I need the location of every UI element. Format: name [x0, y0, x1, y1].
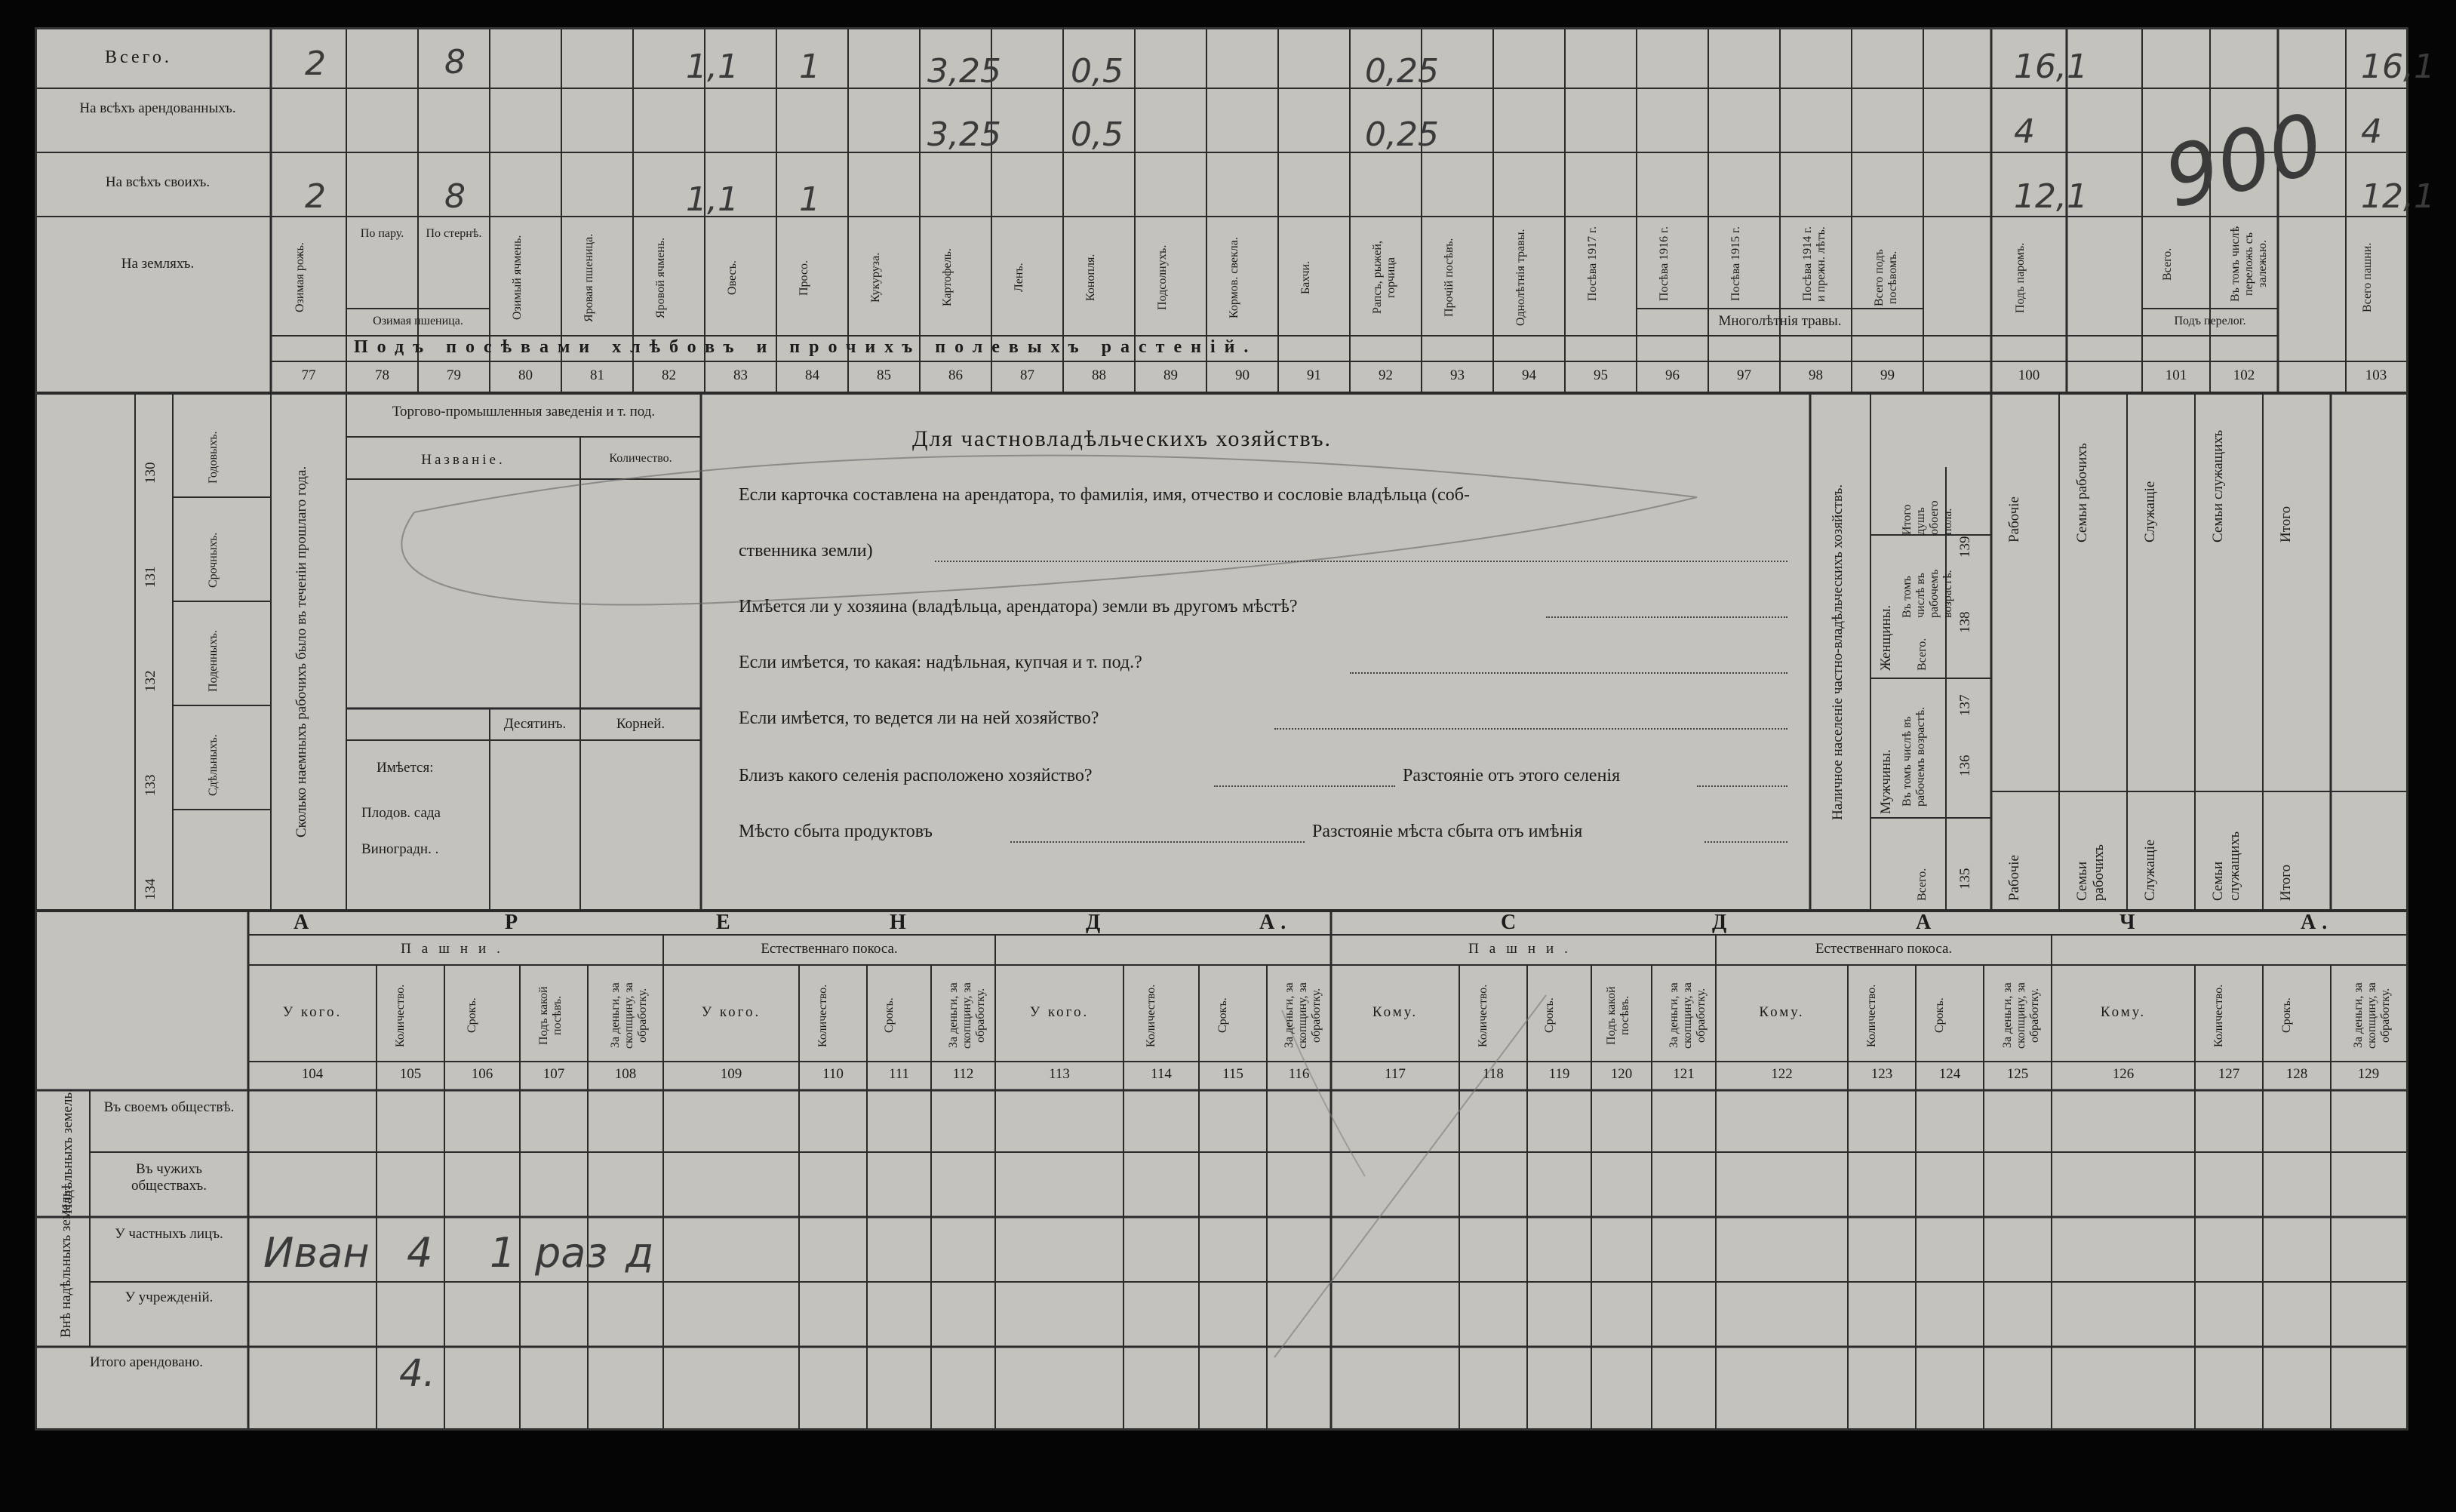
- orchard-label: Плодов. сада: [361, 805, 441, 821]
- hw-row3-value: д: [626, 1229, 654, 1277]
- lease-col-number: 123: [1870, 1066, 1893, 1082]
- hw-rented-value: 4: [2014, 112, 2035, 151]
- top-col-header: Посѣва 1914 г. и прежн. лѣтъ.: [1800, 226, 1827, 302]
- lease-col-number: 113: [1049, 1066, 1070, 1082]
- lease-col-number: 112: [952, 1066, 974, 1082]
- pop-women-workers: Въ томъ числѣ въ рабочемъ возрастѣ.: [1901, 569, 1954, 618]
- lease-row-label: Итого арендовано.: [89, 1354, 204, 1370]
- pop-col-bottom: Итого: [2278, 864, 2294, 901]
- top-col-header: Подъ паромъ.: [2014, 242, 2027, 313]
- pop-col-top: Семьи служащихъ: [2210, 429, 2226, 542]
- hw-own-value: 2: [305, 177, 326, 216]
- top-col-header: Всего подъ посѣвомъ.: [1872, 249, 1899, 306]
- top-col-number: 97: [1737, 367, 1751, 383]
- hired-col-number: 134: [143, 878, 158, 900]
- arenda-letter: Д: [1086, 911, 1107, 934]
- top-col-number: 92: [1379, 367, 1393, 383]
- lease-col-number: 118: [1483, 1066, 1504, 1082]
- row-label-on-lands: На земляхъ.: [121, 256, 195, 272]
- top-col-number: 102: [2233, 367, 2255, 383]
- pop-col-bottom: Семьи рабочихъ: [2074, 844, 2107, 901]
- lease-col-number: 122: [1771, 1066, 1793, 1082]
- hired-col-number: 130: [143, 462, 158, 484]
- top-col-header: Всего.: [2161, 247, 2174, 281]
- lease-row-label: У частныхъ лицъ.: [115, 1226, 223, 1242]
- hw-own-value: 1,1: [686, 180, 739, 219]
- hw-own-value: 8: [444, 177, 466, 216]
- lease-col-number: 120: [1610, 1066, 1633, 1082]
- top-col-header: Рапсъ, рыжей, горчица: [1370, 241, 1397, 315]
- hired-col-label: Поденныхъ.: [207, 630, 220, 692]
- top-col-header: Кормов. свекла.: [1227, 237, 1240, 318]
- row-label-rented: На всѣхъ арендованныхъ.: [79, 100, 236, 116]
- pop-number: 139: [1957, 536, 1973, 558]
- lease-col-number: 109: [720, 1066, 742, 1082]
- hw-total-value: 2: [305, 45, 326, 83]
- hired-col-label: Срочныхъ.: [207, 532, 220, 588]
- hw-total-value: 16,1: [2014, 48, 2088, 86]
- sdacha-letter: Д: [1712, 911, 1733, 934]
- pop-col-bottom: Семьи служащихъ: [2210, 831, 2242, 901]
- top-col-header: Въ томъ числѣ переложь съ залежью.: [2229, 226, 2269, 303]
- top-col-header: Прочій посѣвъ.: [1442, 238, 1455, 318]
- private-q2: Имѣется ли у хозяина (владѣльца, арендатора) земли въ другомъ мѣстѣ?: [739, 597, 1298, 616]
- hw-big-value: 900: [2155, 94, 2333, 227]
- lease-sub-header: Количество.: [1865, 984, 1878, 1047]
- wheat-group-label: Озимая пшеница.: [373, 315, 463, 327]
- top-col-number: 84: [805, 367, 819, 383]
- lease-col-number: 116: [1288, 1066, 1310, 1082]
- hw-own-value: 12,1: [2361, 177, 2435, 216]
- banner-crops: Подъ посѣвами хлѣбовъ и прочихъ полевыхъ растеній.: [354, 337, 1258, 357]
- top-col-number: 103: [2365, 367, 2387, 383]
- lease-col-number: 121: [1673, 1066, 1695, 1082]
- top-col-header: Посѣва 1915 г.: [1729, 226, 1742, 302]
- top-col-header: Озимая рожь.: [294, 242, 306, 313]
- top-col-header: Подсолнухъ.: [1155, 244, 1169, 311]
- top-col-number: 89: [1163, 367, 1178, 383]
- lease-row-label: Въ чужихъ обществахъ.: [131, 1161, 207, 1194]
- lease-sub-header: Количество.: [1477, 984, 1489, 1047]
- men-label: Мужчины.: [1878, 749, 1894, 814]
- top-col-header: Ленъ.: [1012, 263, 1025, 293]
- lease-col-number: 110: [822, 1066, 844, 1082]
- arenda-letter: Н: [890, 911, 912, 934]
- top-col-header: Озимый ячмень.: [510, 235, 524, 321]
- hw-row3-value: раз: [535, 1229, 608, 1277]
- pop-total-workers: Итого душъ обоего пола.: [1901, 500, 1954, 535]
- lease-sub-header: Количество.: [2212, 984, 2225, 1047]
- hw-total-value: 3,25: [927, 52, 1001, 91]
- row-label-total: Всего.: [105, 48, 172, 67]
- pop-col-top: Итого: [2278, 506, 2294, 542]
- private-q1a: Если карточка составлена на арендатора, то фамилія, имя, отчество и сословіе владѣльца (соб-: [739, 485, 1471, 505]
- arenda-letter: Е: [716, 911, 736, 934]
- hw-row3-value: Иван: [263, 1229, 370, 1277]
- pop-col-bottom: Служащіе: [2142, 839, 2158, 901]
- hw-own-value: 1: [799, 180, 820, 219]
- lease-col-number: 126: [2112, 1066, 2135, 1082]
- hw-rented-value: 4: [2361, 112, 2382, 151]
- hw-total-value: 1: [799, 48, 820, 86]
- lease-col-number: 105: [399, 1066, 422, 1082]
- pop-col-top: Рабочіе: [2006, 496, 2022, 542]
- row-group-vne: Внѣ надѣльныхъ земель.: [58, 1186, 74, 1338]
- private-q6a: Мѣсто сбыта продуктовъ: [739, 822, 933, 841]
- pop-number: 135: [1957, 868, 1973, 890]
- lease-col-number: 127: [2218, 1066, 2240, 1082]
- lease-col-number: 115: [1222, 1066, 1243, 1082]
- lease-sub-header: Количество.: [394, 984, 407, 1047]
- hw-total-value: 0,5: [1071, 52, 1123, 91]
- top-col-number: 83: [733, 367, 748, 383]
- private-q1b: ственника земли): [739, 541, 873, 561]
- sdacha-letter: С: [1501, 911, 1523, 934]
- arenda-letter: А.: [1259, 911, 1293, 934]
- top-col-header: Яровая пшеница.: [582, 233, 595, 322]
- top-col-number: 77: [301, 367, 316, 383]
- lease-sub-header: Срокъ.: [882, 997, 896, 1034]
- hw-rented-value: 0,25: [1365, 115, 1439, 154]
- lease-col-number: 117: [1385, 1066, 1406, 1082]
- pop-col-bottom: Рабочіе: [2006, 855, 2022, 901]
- lease-col-number: 125: [2006, 1066, 2029, 1082]
- lease-sub-header: Кому.: [2100, 1004, 2147, 1020]
- top-col-header: Всего пашни.: [2361, 242, 2374, 313]
- top-col-number: 86: [948, 367, 963, 383]
- hw-own-value: 12,1: [2014, 177, 2088, 216]
- hired-col-label: [207, 825, 237, 900]
- lease-sub-header: За деньги, за скопщину, за обработку.: [2001, 982, 2041, 1049]
- top-col-header: Бахчи.: [1299, 260, 1312, 295]
- top-col-number: 80: [518, 367, 533, 383]
- lease-col-number: 106: [471, 1066, 493, 1082]
- top-col-number: 93: [1450, 367, 1465, 383]
- lease-col-number: 111: [888, 1066, 910, 1082]
- row-group-nadel: Надѣльныхъ земель.: [60, 1089, 75, 1214]
- lease-sub-header: За деньги, за скопщину, за обработку.: [2352, 982, 2392, 1049]
- lease-sub-header: У кого.: [282, 1004, 343, 1020]
- lease-row-label: Въ своемъ обществѣ.: [103, 1099, 235, 1115]
- lease-sub-header: За деньги, за скопщину, за обработку.: [1667, 982, 1708, 1049]
- private-q5b: Разстояніе отъ этого селенія: [1403, 766, 1621, 785]
- hired-col-label: Сдѣльныхъ.: [207, 734, 220, 796]
- private-q6b: Разстояніе мѣста сбыта отъ имѣнія: [1312, 822, 1583, 841]
- top-col-number: 95: [1594, 367, 1608, 383]
- top-col-number: 96: [1665, 367, 1680, 383]
- trade-header: Торгово-промышленныя заведенія и т. под.: [392, 404, 656, 419]
- hw-row3-value: 1: [490, 1229, 516, 1277]
- lease-sub-header: Срокъ.: [1542, 997, 1556, 1034]
- top-col-header: Посѣва 1917 г.: [1585, 226, 1599, 302]
- row-label-own: На всѣхъ своихъ.: [105, 174, 211, 190]
- hired-col-label: Годовыхъ.: [207, 431, 220, 484]
- census-card: [35, 27, 2435, 1431]
- pokos-sdacha: Естественнаго покоса.: [1815, 941, 1953, 957]
- top-col-number: 98: [1809, 367, 1823, 383]
- lease-sub-header: Кому.: [1759, 1004, 1805, 1020]
- top-col-header: Картофель.: [940, 248, 954, 307]
- hw-total-value: 16,1: [2361, 48, 2435, 86]
- hw-total-value: 1,1: [686, 48, 739, 86]
- sdacha-letter: Ч: [2119, 911, 2141, 934]
- pashni-arenda: Пашни.: [401, 941, 511, 957]
- private-q4: Если имѣется, то ведется ли на ней хозяйство?: [739, 708, 1099, 728]
- women-label: Женщины.: [1878, 604, 1894, 671]
- arenda-letter: Р: [505, 911, 524, 934]
- top-col-header: По пару.: [360, 227, 404, 240]
- lease-col-number: 124: [1938, 1066, 1961, 1082]
- lease-sub-header: Срокъ.: [1216, 997, 1229, 1034]
- pashni-sdacha: Пашни.: [1468, 941, 1578, 957]
- lease-sub-header: Срокъ.: [1933, 997, 1946, 1034]
- hired-col-number: 132: [143, 670, 158, 692]
- pop-women-total: Всего.: [1916, 638, 1929, 671]
- lease-col-number: 108: [614, 1066, 637, 1082]
- private-q5a: Близъ какого селенія расположено хозяйство?: [739, 766, 1093, 785]
- top-col-number: 90: [1235, 367, 1250, 383]
- hw-total-value: 0,25: [1365, 52, 1439, 91]
- top-col-header: Просо.: [797, 260, 810, 296]
- roots-label: Корней.: [616, 716, 665, 732]
- lease-sub-header: Кому.: [1372, 1004, 1419, 1020]
- pokos-arenda: Естественнаго покоса.: [761, 941, 898, 957]
- lease-col-number: 107: [543, 1066, 565, 1082]
- private-title: Для частновладѣльческихъ хозяйствъ.: [912, 426, 1332, 451]
- lease-sub-header: У кого.: [1029, 1004, 1090, 1020]
- top-col-header: Яровой ячмень.: [653, 237, 667, 318]
- top-col-number: 99: [1880, 367, 1895, 383]
- lease-sub-header: Количество.: [1145, 984, 1157, 1047]
- top-col-number: 88: [1092, 367, 1106, 383]
- has-label: Имѣется:: [377, 760, 434, 776]
- top-col-header: Однолѣтнія травы.: [1514, 229, 1527, 327]
- perennial-group-label: Многолѣтнія травы.: [1718, 313, 1842, 329]
- trade-name-label: Названіе.: [421, 452, 506, 468]
- population-header: Наличное населеніе частно-владѣльческихъ хозяйствъ.: [1830, 484, 1846, 820]
- hired-workers-header: Сколько наемныхъ рабочихъ было въ теченіи прошлаго года.: [294, 466, 309, 838]
- top-col-number: 101: [2165, 367, 2187, 383]
- lease-sub-header: За деньги, за скопщину, за обработку.: [609, 982, 649, 1049]
- lease-sub-header: Подъ какой посѣвъ.: [1605, 986, 1631, 1045]
- hw-total-value: 8: [444, 43, 466, 81]
- trade-qty-label: Количество.: [609, 452, 672, 465]
- top-col-number: 100: [2018, 367, 2040, 383]
- hw-total-leased: 4.: [399, 1351, 435, 1395]
- hw-row3-value: 4: [407, 1229, 433, 1277]
- arenda-letter: А: [294, 911, 315, 934]
- lease-col-number: 119: [1548, 1066, 1570, 1082]
- top-col-number: 78: [375, 367, 389, 383]
- pop-number: 138: [1957, 611, 1973, 633]
- lease-sub-header: У кого.: [701, 1004, 761, 1020]
- fallow-group-label: Подъ перелог.: [2174, 315, 2246, 327]
- hw-rented-value: 3,25: [927, 115, 1001, 154]
- sdacha-letter: А: [1916, 911, 1938, 934]
- lease-col-number: 129: [2357, 1066, 2380, 1082]
- lease-sub-header: За деньги, за скопщину, за обработку.: [946, 982, 987, 1049]
- private-q3: Если имѣется, то какая: надѣльная, купчая и т. под.?: [739, 653, 1142, 672]
- lease-row-label: У учрежденій.: [124, 1289, 214, 1305]
- lease-sub-header: Количество.: [816, 984, 829, 1047]
- top-col-number: 81: [590, 367, 604, 383]
- pop-number: 136: [1957, 754, 1973, 776]
- pop-men-workers: Въ томъ числѣ въ рабочемъ возрастѣ.: [1901, 706, 1927, 807]
- top-col-header: Конопля.: [1084, 254, 1097, 302]
- pop-men-total: Всего.: [1916, 868, 1929, 901]
- lease-col-number: 128: [2285, 1066, 2308, 1082]
- vineyard-label: Виноградн. .: [361, 841, 439, 857]
- lease-sub-header: За деньги, за скопщину, за обработку.: [1282, 982, 1323, 1049]
- sdacha-letter: А.: [2301, 911, 2334, 934]
- top-col-header: Овесъ.: [725, 260, 739, 295]
- lease-col-number: 104: [301, 1066, 324, 1082]
- lease-sub-header: Срокъ.: [466, 997, 478, 1034]
- top-col-number: 82: [662, 367, 676, 383]
- lease-sub-header: Подъ какой посѣвъ.: [537, 986, 564, 1045]
- top-col-number: 91: [1307, 367, 1321, 383]
- top-col-number: 94: [1522, 367, 1536, 383]
- top-col-header: Посѣва 1916 г.: [1657, 226, 1671, 302]
- pop-number: 137: [1957, 694, 1973, 716]
- top-col-header: Кукуруза.: [868, 252, 882, 303]
- lease-sub-header: Срокъ.: [2280, 997, 2293, 1034]
- top-col-number: 87: [1020, 367, 1034, 383]
- lease-col-number: 114: [1151, 1066, 1172, 1082]
- pop-col-top: Семьи рабочихъ: [2074, 443, 2090, 542]
- desyatin-label: Десятинъ.: [503, 716, 567, 732]
- hw-rented-value: 0,5: [1071, 115, 1123, 154]
- pop-col-top: Служащіе: [2142, 481, 2158, 542]
- hired-col-number: 133: [143, 774, 158, 796]
- hired-col-number: 131: [143, 566, 158, 588]
- top-col-header: По стернѣ.: [426, 227, 482, 240]
- top-col-number: 79: [447, 367, 461, 383]
- top-col-number: 85: [877, 367, 891, 383]
